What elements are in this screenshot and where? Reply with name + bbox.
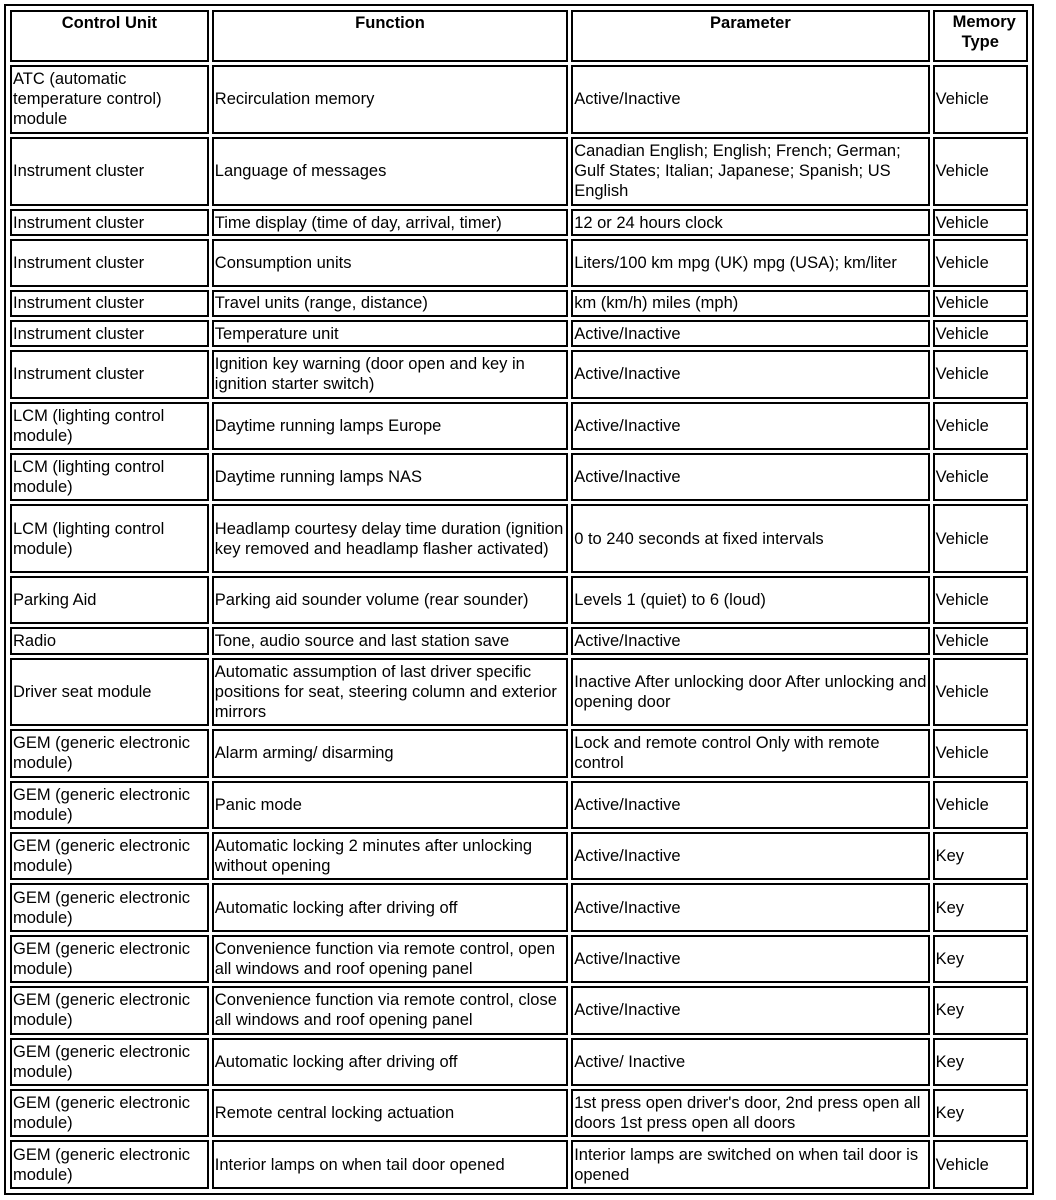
control-unit-cell: GEM (generic electronic module) <box>10 781 209 829</box>
parameter-cell: Active/Inactive <box>571 402 929 450</box>
parameter-cell: Active/Inactive <box>571 350 929 398</box>
function-cell: Parking aid sounder volume (rear sounder) <box>212 576 568 624</box>
function-cell: Travel units (range, distance) <box>212 290 568 317</box>
table-row <box>10 832 1028 880</box>
function-cell: Ignition key warning (door open and key in ignition starter switch) <box>212 350 568 398</box>
memory-type-cell: Vehicle <box>933 290 1028 317</box>
control-unit-cell: GEM (generic electronic module) <box>10 986 209 1034</box>
control-unit-cell: GEM (generic electronic module) <box>10 729 209 777</box>
control-unit-cell: GEM (generic electronic module) <box>10 1038 209 1086</box>
control-unit-cell: GEM (generic electronic module) <box>10 1140 209 1189</box>
table-body <box>10 65 1028 1189</box>
parameter-cell: km (km/h) miles (mph) <box>571 290 929 317</box>
table-row <box>10 350 1028 398</box>
function-cell: Tone, audio source and last station save <box>212 627 568 654</box>
control-unit-cell: Radio <box>10 627 209 654</box>
table-row <box>10 935 1028 983</box>
memory-type-cell: Vehicle <box>933 209 1028 236</box>
table-row <box>10 290 1028 317</box>
control-unit-cell: GEM (generic electronic module) <box>10 832 209 880</box>
memory-type-cell: Key <box>933 986 1028 1034</box>
control-unit-cell: LCM (lighting control module) <box>10 453 209 501</box>
function-cell: Panic mode <box>212 781 568 829</box>
parameter-cell: Active/Inactive <box>571 65 929 134</box>
control-unit-cell: Instrument cluster <box>10 239 209 286</box>
control-unit-cell: Instrument cluster <box>10 290 209 317</box>
parameter-cell: Active/Inactive <box>571 781 929 829</box>
table-row <box>10 1038 1028 1086</box>
control-unit-cell: Instrument cluster <box>10 350 209 398</box>
control-unit-cell: Driver seat module <box>10 658 209 727</box>
memory-type-cell: Vehicle <box>933 1140 1028 1189</box>
control-unit-cell: Instrument cluster <box>10 209 209 236</box>
memory-type-cell: Vehicle <box>933 781 1028 829</box>
parameter-cell: Levels 1 (quiet) to 6 (loud) <box>571 576 929 624</box>
memory-type-cell: Key <box>933 832 1028 880</box>
function-cell: Convenience function via remote control, close all windows and roof opening panel <box>212 986 568 1034</box>
control-unit-cell: ATC (automatic temperature control) module <box>10 65 209 134</box>
control-unit-cell: LCM (lighting control module) <box>10 504 209 573</box>
function-cell: Automatic locking after driving off <box>212 1038 568 1086</box>
table-row <box>10 320 1028 347</box>
table-frame <box>4 4 1034 1195</box>
memory-type-cell: Key <box>933 935 1028 983</box>
memory-type-cell: Vehicle <box>933 576 1028 624</box>
header-parameter: Parameter <box>571 10 929 62</box>
control-unit-cell: GEM (generic electronic module) <box>10 935 209 983</box>
function-cell: Daytime running lamps Europe <box>212 402 568 450</box>
table-row <box>10 729 1028 777</box>
memory-type-cell: Vehicle <box>933 137 1028 207</box>
table-row <box>10 209 1028 236</box>
function-cell: Temperature unit <box>212 320 568 347</box>
table-row <box>10 883 1028 931</box>
function-cell: Remote central locking actuation <box>212 1089 568 1137</box>
parameter-cell: Active/Inactive <box>571 986 929 1034</box>
memory-type-cell: Vehicle <box>933 402 1028 450</box>
memory-type-cell: Vehicle <box>933 239 1028 286</box>
parameter-cell: Canadian English; English; French; German; Gulf States; Italian; Japanese; Spanish; US English <box>571 137 929 207</box>
parameter-cell: Liters/100 km mpg (UK) mpg (USA); km/liter <box>571 239 929 286</box>
memory-type-cell: Vehicle <box>933 65 1028 134</box>
control-unit-cell: Instrument cluster <box>10 137 209 207</box>
function-cell: Alarm arming/ disarming <box>212 729 568 777</box>
control-unit-cell: GEM (generic electronic module) <box>10 1089 209 1137</box>
function-cell: Headlamp courtesy delay time duration (ignition key removed and headlamp flasher activated) <box>212 504 568 573</box>
header-control-unit: Control Unit <box>10 10 209 62</box>
memory-type-cell: Vehicle <box>933 453 1028 501</box>
memory-settings-table <box>7 7 1031 1192</box>
table-row <box>10 576 1028 624</box>
function-cell: Language of messages <box>212 137 568 207</box>
memory-type-cell: Vehicle <box>933 729 1028 777</box>
memory-type-cell: Vehicle <box>933 320 1028 347</box>
parameter-cell: Inactive After unlocking door After unlocking and opening door <box>571 658 929 727</box>
table-row <box>10 627 1028 654</box>
table-row <box>10 504 1028 573</box>
function-cell: Automatic assumption of last driver specific positions for seat, steering column and exterior mirrors <box>212 658 568 727</box>
parameter-cell: 12 or 24 hours clock <box>571 209 929 236</box>
table-row <box>10 986 1028 1034</box>
control-unit-cell: Parking Aid <box>10 576 209 624</box>
header-row <box>10 10 1028 62</box>
table-row <box>10 1089 1028 1137</box>
parameter-cell: Active/Inactive <box>571 320 929 347</box>
memory-type-cell: Vehicle <box>933 627 1028 654</box>
function-cell: Automatic locking after driving off <box>212 883 568 931</box>
memory-type-cell: Vehicle <box>933 658 1028 727</box>
parameter-cell: Active/Inactive <box>571 627 929 654</box>
memory-type-cell: Key <box>933 1038 1028 1086</box>
function-cell: Automatic locking 2 minutes after unlocking without opening <box>212 832 568 880</box>
table-row <box>10 453 1028 501</box>
table-row <box>10 402 1028 450</box>
parameter-cell: Active/ Inactive <box>571 1038 929 1086</box>
function-cell: Interior lamps on when tail door opened <box>212 1140 568 1189</box>
memory-type-cell: Vehicle <box>933 504 1028 573</box>
parameter-cell: Lock and remote control Only with remote control <box>571 729 929 777</box>
parameter-cell: 0 to 240 seconds at fixed intervals <box>571 504 929 573</box>
table-row <box>10 1140 1028 1189</box>
function-cell: Recirculation memory <box>212 65 568 134</box>
parameter-cell: Active/Inactive <box>571 883 929 931</box>
function-cell: Time display (time of day, arrival, timer) <box>212 209 568 236</box>
header-function: Function <box>212 10 568 62</box>
table-row <box>10 658 1028 727</box>
function-cell: Daytime running lamps NAS <box>212 453 568 501</box>
function-cell: Convenience function via remote control, open all windows and roof opening panel <box>212 935 568 983</box>
parameter-cell: 1st press open driver's door, 2nd press open all doors 1st press open all doors <box>571 1089 929 1137</box>
header-memory-type: Memory Type <box>933 10 1028 62</box>
memory-type-cell: Key <box>933 1089 1028 1137</box>
table-row <box>10 239 1028 286</box>
parameter-cell: Active/Inactive <box>571 935 929 983</box>
control-unit-cell: GEM (generic electronic module) <box>10 883 209 931</box>
parameter-cell: Active/Inactive <box>571 453 929 501</box>
control-unit-cell: Instrument cluster <box>10 320 209 347</box>
function-cell: Consumption units <box>212 239 568 286</box>
table-row <box>10 137 1028 207</box>
table-row <box>10 781 1028 829</box>
memory-type-cell: Vehicle <box>933 350 1028 398</box>
table-row <box>10 65 1028 134</box>
parameter-cell: Active/Inactive <box>571 832 929 880</box>
memory-type-cell: Key <box>933 883 1028 931</box>
parameter-cell: Interior lamps are switched on when tail door is opened <box>571 1140 929 1189</box>
control-unit-cell: LCM (lighting control module) <box>10 402 209 450</box>
